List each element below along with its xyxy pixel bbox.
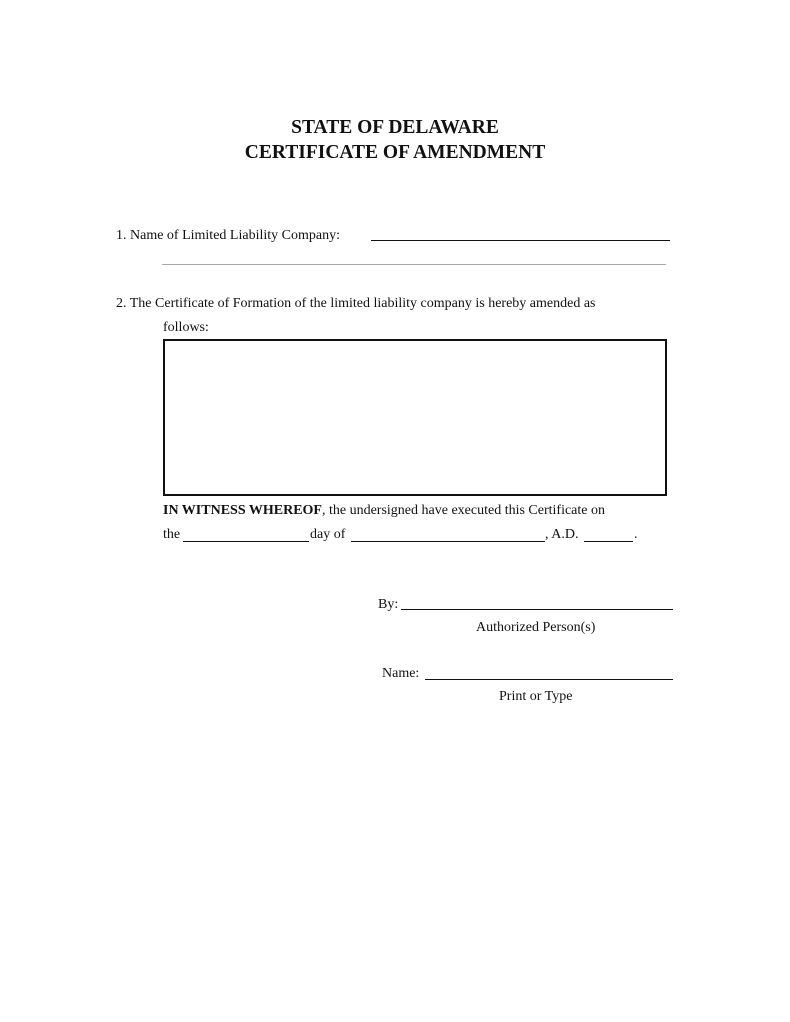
- year-field[interactable]: [584, 541, 633, 542]
- day-field[interactable]: [183, 541, 309, 542]
- witness-ad-label: , A.D.: [545, 527, 579, 542]
- by-label: By:: [378, 597, 399, 612]
- amendment-label-line2: follows:: [163, 320, 209, 335]
- print-or-type-caption: Print or Type: [499, 689, 573, 704]
- witness-period: .: [634, 527, 638, 542]
- title-certificate: CERTIFICATE OF AMENDMENT: [244, 142, 546, 163]
- company-name-label: 1. Name of Limited Liability Company:: [116, 228, 340, 243]
- witness-rest: , the undersigned have executed this Certificate on: [321, 503, 605, 518]
- authorized-person-caption: Authorized Person(s): [476, 620, 596, 635]
- witness-statement: [163, 503, 605, 519]
- company-name-field-continuation[interactable]: [162, 264, 666, 265]
- amendment-text-box[interactable]: [163, 339, 667, 496]
- witness-the-label: the: [163, 527, 181, 542]
- witness-day-of-label: day of: [310, 527, 346, 542]
- printed-name-field[interactable]: [425, 679, 673, 680]
- name-label: Name:: [382, 666, 420, 681]
- witness-lead: IN WITNESS WHEREOF: [163, 503, 322, 518]
- month-field[interactable]: [351, 541, 545, 542]
- company-name-field[interactable]: [371, 240, 670, 241]
- authorized-person-signature-field[interactable]: [401, 609, 673, 610]
- title-state: STATE OF DELAWARE: [291, 117, 499, 138]
- amendment-label-line1: 2. The Certificate of Formation of the limited liability company is hereby amended as: [116, 296, 596, 311]
